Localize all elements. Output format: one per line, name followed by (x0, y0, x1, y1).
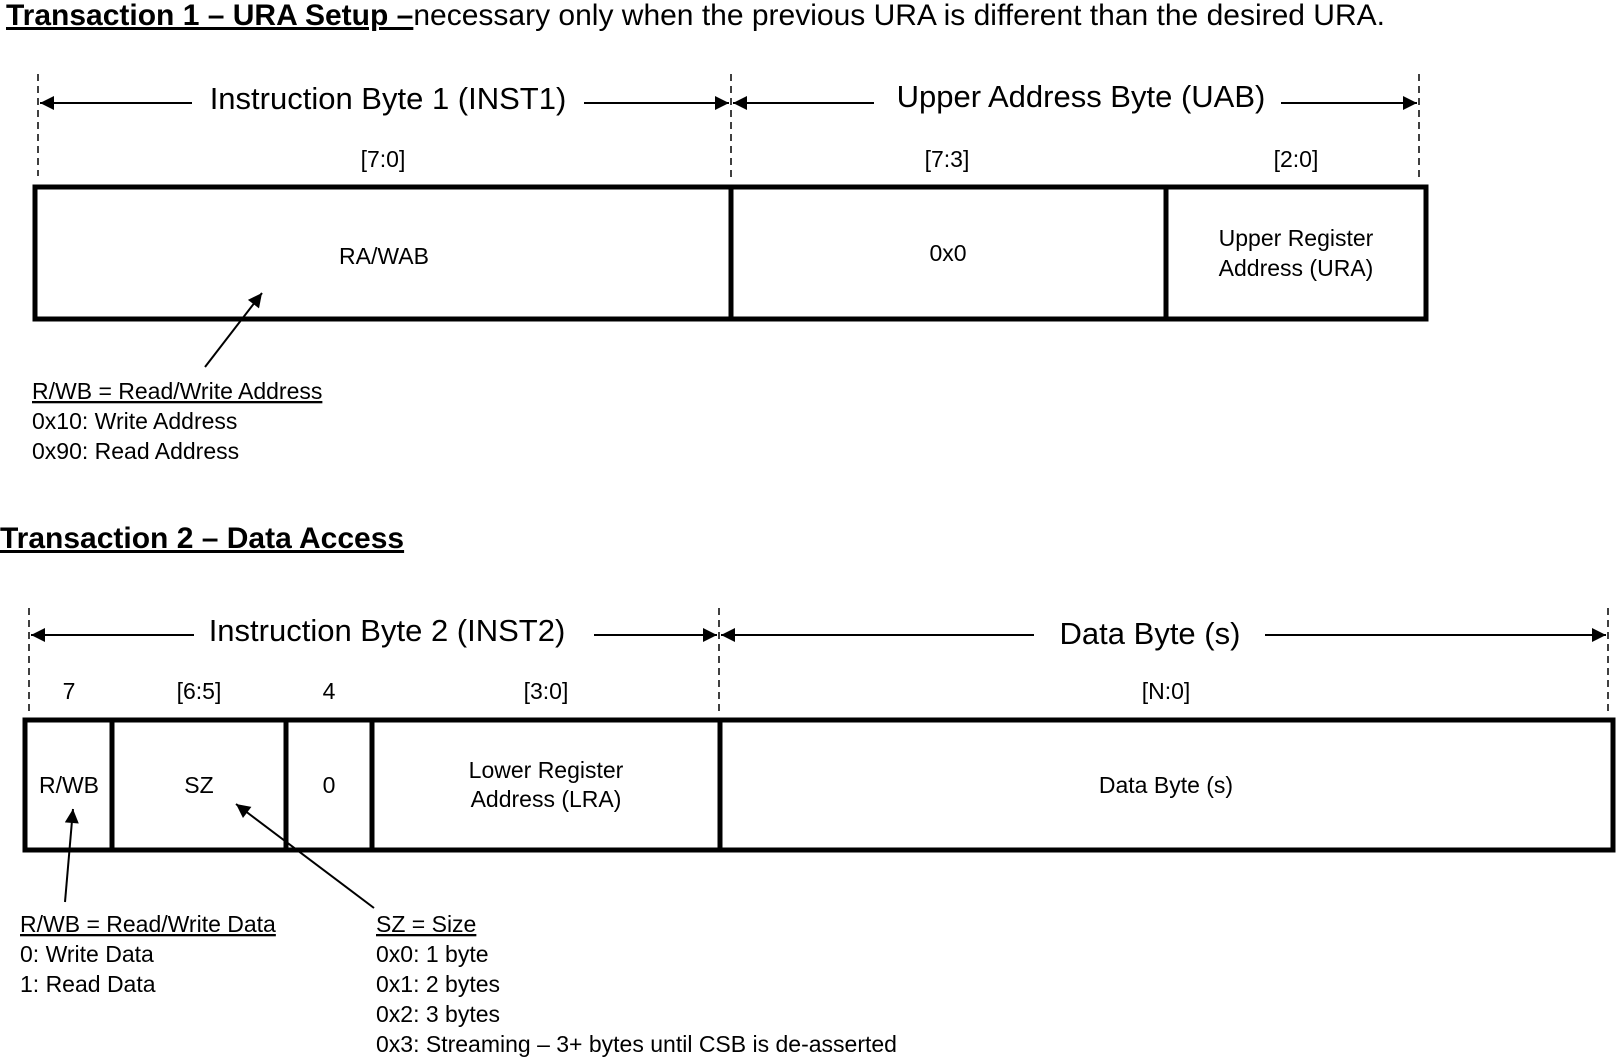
sz-note-line: 0x3: Streaming – 3+ bytes until CSB is de-asserted (376, 1031, 897, 1057)
ura-field-line2: Address (URA) (1218, 255, 1374, 281)
data-span-label: Data Byte (s) (1059, 616, 1241, 651)
uab-zero-field: 0x0 (929, 240, 967, 266)
inst1-span-label: Instruction Byte 1 (INST1) (209, 81, 567, 116)
transaction1-subtitle: necessary only when the previous URA is different than the desired URA. (413, 0, 1385, 32)
uab-bits-hi-label: [7:3] (924, 146, 970, 172)
transaction1-title: Transaction 1 – URA Setup – (6, 0, 414, 32)
rwb-callout-arrow (65, 809, 73, 902)
rawab-callout-arrow (205, 293, 262, 367)
rawab-field: RA/WAB (339, 243, 429, 269)
rawab-note-line: 0x90: Read Address (32, 438, 240, 464)
rwb-note-line: 0: Write Data (20, 941, 154, 967)
sz-note-line: 0x0: 1 byte (376, 941, 489, 967)
rawab-note-heading: R/WB = Read/Write Address (32, 378, 323, 404)
rwb-note-heading: R/WB = Read/Write Data (20, 911, 276, 937)
inst1-bits-label: [7:0] (360, 146, 406, 172)
sz-note-line: 0x2: 3 bytes (376, 1001, 501, 1027)
transaction1-register (35, 187, 1426, 319)
inst2-span-label: Instruction Byte 2 (INST2) (208, 613, 566, 648)
transaction2-register (25, 720, 1613, 850)
uab-bits-lo-label: [2:0] (1273, 146, 1319, 172)
rawab-note-line: 0x10: Write Address (32, 408, 238, 434)
bits30-label: [3:0] (523, 678, 569, 704)
sz-note-line: 0x1: 2 bytes (376, 971, 501, 997)
lra-field-line1: Lower Register (468, 757, 624, 783)
sz-callout-arrow (236, 804, 374, 908)
bit4-label: 4 (322, 678, 336, 704)
uab-span-label: Upper Address Byte (UAB) (896, 79, 1266, 114)
sz-field: SZ (184, 772, 214, 798)
bits65-label: [6:5] (176, 678, 222, 704)
transaction2-title: Transaction 2 – Data Access (0, 522, 405, 555)
transaction2-register-frame (25, 720, 1613, 850)
lra-field-line2: Address (LRA) (470, 786, 622, 812)
rwb-field: R/WB (38, 772, 100, 798)
bitsn0-label: [N:0] (1141, 678, 1191, 704)
rwb-note-line: 1: Read Data (20, 971, 156, 997)
data-byte-field: Data Byte (s) (1098, 772, 1234, 798)
sz-note-heading: SZ = Size (376, 911, 477, 937)
bit7-label: 7 (62, 678, 76, 704)
ura-field-line1: Upper Register (1218, 225, 1374, 251)
inst2-zero-field: 0 (322, 772, 336, 798)
